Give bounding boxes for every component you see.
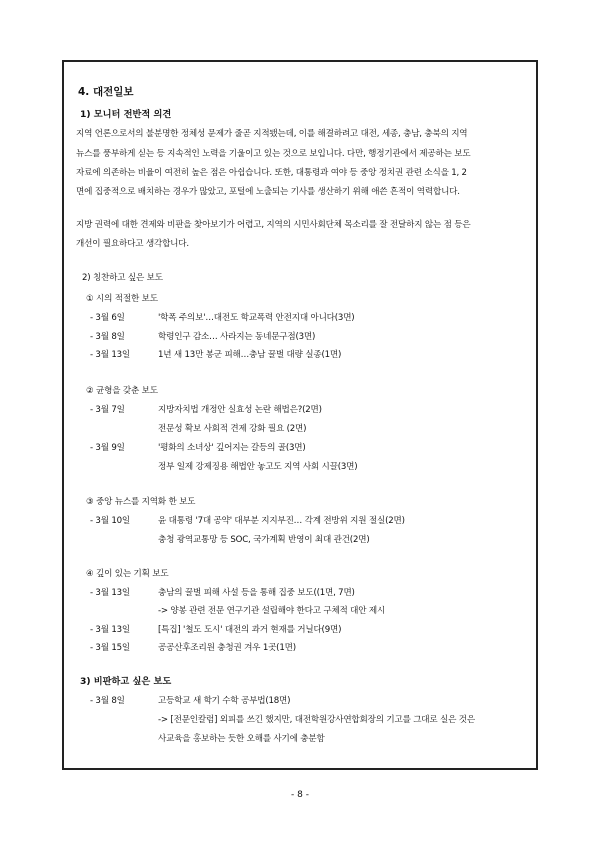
group4-item3-date: - 3월 13일 xyxy=(90,625,130,635)
group4-item1-date: - 3월 13일 xyxy=(90,588,130,598)
group1-item2-text: 학령인구 감소… 사라지는 동네문구점(3면) xyxy=(158,332,316,342)
group1-item1-text: '학폭 주의보'…대전도 학교폭력 안전지대 아니다(3면) xyxy=(158,313,355,323)
opinion-para1-line2: 뉴스를 풍부하게 싣는 등 지속적인 노력을 기울이고 있는 것으로 보입니다. 다만, 행정기관에서 제공하는 보도 xyxy=(76,149,471,159)
page-number: - 8 - xyxy=(291,790,309,800)
opinion-heading: 1) 모니터 전반적 의견 xyxy=(80,109,172,120)
group2-item3-text: '평화의 소녀상' 깊어지는 갈등의 골(3면) xyxy=(158,443,306,453)
section-title: 4. 대전일보 xyxy=(78,86,134,98)
group3-item1-text: 윤 대통령 '7대 공약' 대부분 지지부진… 각계 전방위 지원 절실(2면) xyxy=(158,516,405,526)
group1-item3-date: - 3월 13일 xyxy=(90,350,130,360)
group4-item3-text: [특집] '철도 도시' 대전의 과거 현재를 거닐다(9면) xyxy=(158,625,342,635)
group4-title: ④ 깊이 있는 기획 보도 xyxy=(86,569,169,579)
opinion-para1-line4: 면에 집중적으로 배치하는 경우가 많았고, 포털에 노출되는 기사를 생산하기 위해 애쓴 흔적이 역력합니다. xyxy=(76,187,460,197)
group1-item2-date: - 3월 8일 xyxy=(90,332,125,342)
opinion-para1-line1: 지역 언론으로서의 불분명한 정체성 문제가 줄곧 지적됐는데, 이를 해결하려고 대전, 세종, 충남, 충북의 지역 xyxy=(76,129,468,139)
group2-item4-text: 정부 일제 강제징용 해법안 놓고도 지역 사회 시끌(3면) xyxy=(158,462,358,472)
group4-item1-text: 충남의 꿀벌 피해 사설 등을 통해 집중 보도((1면, 7면) xyxy=(158,588,355,598)
criticism-item3-text: 사교육을 홍보하는 듯한 오해를 사기에 충분함 xyxy=(158,734,325,744)
criticism-heading: 3) 비판하고 싶은 보도 xyxy=(80,676,172,687)
group2-item1-text: 지방자치법 개정안 실효성 논란 해법은?(2면) xyxy=(158,405,322,415)
group1-item1-date: - 3월 6일 xyxy=(90,313,125,323)
group2-item1-date: - 3월 7일 xyxy=(90,405,125,415)
group1-title: ① 시의 적절한 보도 xyxy=(86,294,158,304)
group2-title: ② 균형을 갖춘 보도 xyxy=(86,386,158,396)
group1-item3-text: 1년 새 13만 봉군 피해…충남 꿀벌 대량 실종(1면) xyxy=(158,350,342,360)
group3-item1-date: - 3월 10일 xyxy=(90,516,130,526)
criticism-item1-text: 고등학교 새 학기 수학 공부법(18면) xyxy=(158,696,291,706)
group3-item2-text: 충청 광역교통망 등 SOC, 국가계획 반영이 최대 관건(2면) xyxy=(158,535,370,545)
opinion-para1-line3: 자료에 의존하는 비율이 여전히 높은 점은 아쉽습니다. 또한, 대통령과 여야 등 중앙 정치권 관련 소식을 1, 2 xyxy=(76,168,467,178)
opinion-para2-line1: 지방 권력에 대한 견제와 비판을 찾아보기가 어렵고, 지역의 시민사회단체 목소리를 잘 전달하지 않는 점 등은 xyxy=(76,220,471,230)
group2-item3-date: - 3월 9일 xyxy=(90,443,125,453)
criticism-item1-date: - 3월 8일 xyxy=(90,696,125,706)
group4-item4-text: 공공산후조리원 충청권 겨우 1곳(1면) xyxy=(158,643,296,653)
praise-heading: 2) 칭찬하고 싶은 보도 xyxy=(82,273,163,283)
group4-item2-text: -> 양봉 관련 전문 연구기관 설립해야 한다고 구체적 대안 제시 xyxy=(158,606,386,616)
group4-item4-date: - 3월 15일 xyxy=(90,643,130,653)
opinion-para2-line2: 개선이 필요하다고 생각합니다. xyxy=(76,239,189,249)
criticism-item2-text: -> [전문인칼럼] 외피를 쓰긴 했지만, 대전학원강사연합회장의 기고를 그대로 실은 것은 xyxy=(158,715,475,725)
group2-item2-text: 전문성 확보 사회적 견제 강화 필요 (2면) xyxy=(158,424,307,434)
group3-title: ③ 중앙 뉴스를 지역화 한 보도 xyxy=(86,497,196,507)
